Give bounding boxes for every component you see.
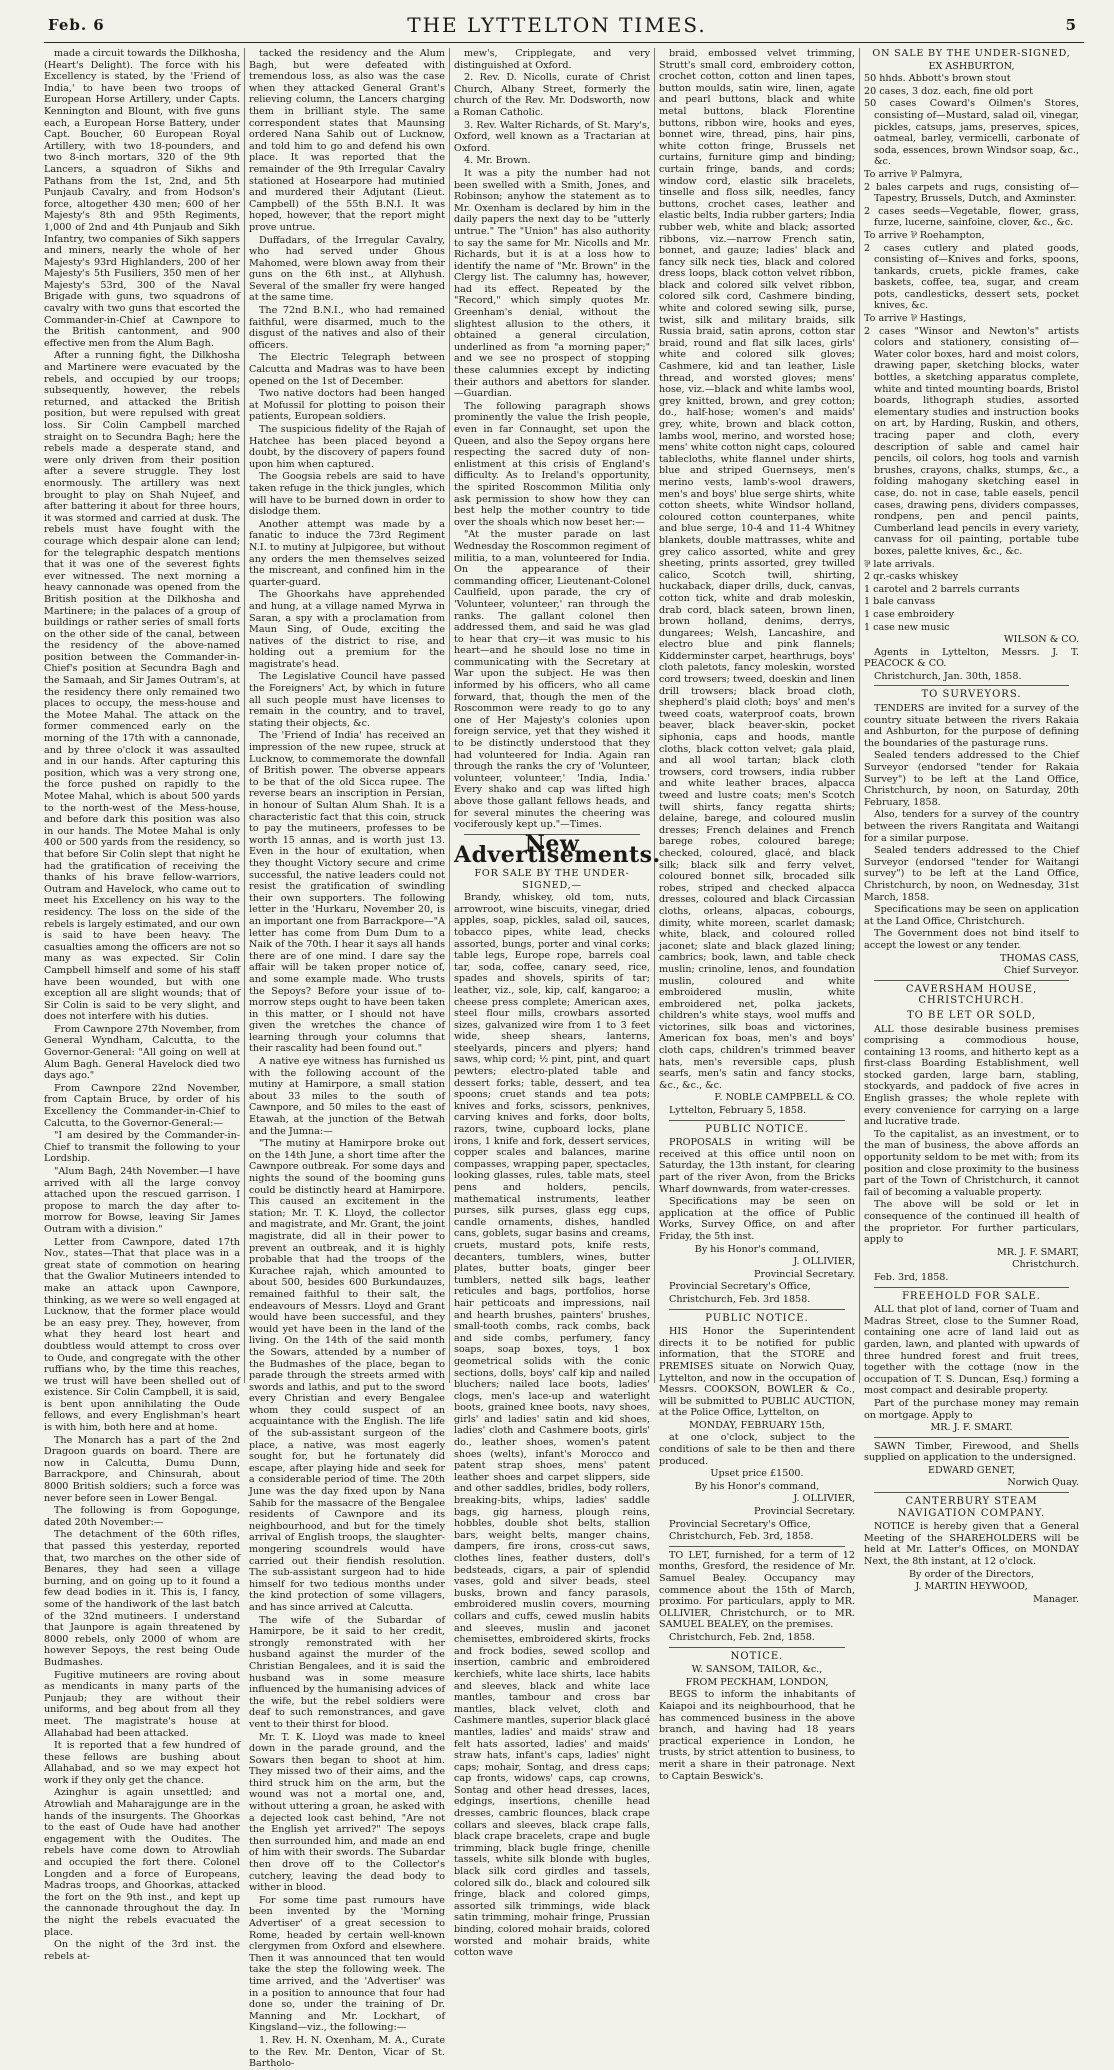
sale-item: 50 cases Coward's Oilmen's Stores, consisting of—Mustard, salad oil, vinegar, pickles, catsups, jams, preserves, spices, oatmeal, barley, vermicelli, carbonate of soda, essences, brown Windsor soap, &c., &c. [864, 98, 1079, 168]
public-notice-2-heading: PUBLIC NOTICE. [705, 1312, 809, 1324]
wilson-date: Christchurch, Jan. 30th, 1858. [874, 670, 1022, 682]
section-rule [669, 1647, 845, 1648]
freehold-heading: FREEHOLD FOR SALE. [902, 1290, 1041, 1302]
tailor-from: FROM PECKHAM, LONDON, [685, 1676, 829, 1688]
article-paragraph: Fugitive mutineers are roving about as mendicants in many parts of the Punjaub; they are without their uniforms, and beg about from all they meet. The magistrate's house at Allahabad had been attacked. [44, 1669, 240, 1739]
article-paragraph: The 72nd B.N.I., who had remained faithful, were disarmed, much to the disgust of the natives and also of their officers. [249, 305, 445, 351]
campbell-date: Lyttelton, February 5, 1858. [669, 1105, 807, 1117]
article-paragraph: A native eye witness has furnished us with the following account of the mutiny at Hamirpore, a small station about 33 miles to the south of Cawnpore, and 50 miles to the east of Etawah, at the junction of the Betwah and the Jumna:— [249, 1056, 445, 1137]
article-paragraph: Two native doctors had been hanged at Mofussil for plotting to poison their patients, European soldiers. [249, 388, 445, 423]
article-paragraph: The suspicious fidelity of the Rajah of Hatchee has been placed beyond a doubt, by the discovery of papers found upon him when captured. [249, 424, 445, 470]
caversham-place: Christchurch. [1012, 1259, 1079, 1271]
canterbury-body: NOTICE is hereby given that a General Meeting of the SHAREHOLDERS will be held at Mr. Latter's Offices, on MONDAY Next, the 8th instant, at 12 o'clock. [864, 1521, 1079, 1568]
public-notice-2-price: Upset price £1500. [710, 1468, 804, 1480]
article-paragraph: made a circuit towards the Dilkhosha, (Heart's Delight). The force with his Excellency is stated, by the 'Friend of India,' to have been two troops of European Horse Artillery, under Capts. Kennington and Blount, with five guns each, a European Horse Battery, under Capt. Boucher, 60 European Royal Artillery, with two 18-pounders, and two 8-inch mortars, 320 of the 9th Lancers, a squadron of Sikhs and Pathans from the 1st, 2nd, and 5th Punjaub Cavalry, and from Hodson's force, altogether 430 men; 600 of her Majesty's 8th and 95th Regiments, 1,000 of 2nd and 4th Punjaub and Sikh Infantry, two companies of Sikh sappers and miners, nearly the whole of her Majesty's 93rd Highlanders, 200 of her Majesty's 5th Fusiliers, 350 men of her Majesty's 53rd, 300 of the Naval Brigade with guns, two squadrons of cavalry with two guns that escorted the Commander-in-Chief at Cawnpore to the British cantonment, and 900 effective men from the Alum Bagh. [44, 48, 240, 349]
public-notice-2-body2: at one o'clock, subject to the conditions of sale to be then and there produced. [659, 1432, 855, 1467]
article-paragraph: On the night of the 3rd inst. the rebels at- [44, 1939, 240, 1962]
masthead-rule [44, 42, 1084, 43]
article-paragraph: The Ghoorkahs have apprehended and hung, at a village named Myrwa in Saran, a spy with a proclamation from Maun Sing, of Oude, exciting the natives of the district to rise, and holding out a premium for the magistrate's head. [249, 589, 445, 670]
column-divider [449, 48, 450, 1383]
public-notice-1-office: Provincial Secretary's Office, [669, 1281, 811, 1293]
issue-date: Feb. 6 [48, 16, 105, 34]
section-rule [669, 1120, 845, 1121]
caversham-body2: To the capitalist, as an investment, or to the man of business, the above affords an opportunity seldom to be met with; from its position and close proximity to the business part of the Town of Christchurch, it cannot fail of becoming a valuable property. [864, 1128, 1079, 1198]
article-paragraph: It is reported that a few hundred of these fellows are bushing about Allahabad, and so we may expect hot work if they only get the chance. [44, 1740, 240, 1786]
public-notice-1-body2: Specifications may be seen on application at the office of Public Works, Survey Office, on and after Friday, the 5th inst. [659, 1196, 855, 1242]
article-paragraph: 2. Rev. D. Nicolls, curate of Christ Church, Albany Street, formerly the church of the Rev. Mr. Dodsworth, now a Roman Catholic. [454, 72, 650, 118]
article-paragraph: Another attempt was made by a fanatic to induce the 73rd Regiment N.I. to mutiny at Julpigoree, but without any orders the men themselves seized the miscreant, and confined him in the quarter-guard. [249, 518, 445, 588]
sawn-name: EDWARD GENET, [927, 1464, 1016, 1476]
column-3 [454, 48, 661, 1959]
article-paragraph: Duffadars, of the Irregular Cavalry, who had served under Ghous Mahomed, were blown away from their guns on the 6th inst., at Allyhush. Several of the smaller fry were hanged at the same time. [249, 234, 445, 304]
public-notice-2-name: J. OLLIVIER, [793, 1493, 855, 1505]
sale-item: 2 qr.-casks whiskey [864, 571, 959, 583]
page-number: 5 [1065, 16, 1076, 34]
column-divider [859, 48, 860, 1383]
wilson-agents: Agents in Lyttelton, Messrs. J. T. PEACOCK & CO. [864, 646, 1079, 670]
article-paragraph: The wife of the Subardar of Hamirpore, be it said to her credit, strongly remonstrated with her husband against the murder of the Christian Bengalees, and it is said the husband was in some measure influenced by the humanising advices of the wife, but the rebel soldiers were deaf to such remonstrances, and gave vent to their thirst for blood. [249, 1614, 445, 1730]
public-notice-1-role: Provincial Secretary. [753, 1268, 855, 1280]
article-paragraph: After a running fight, the Dilkhosha and Martinere were evacuated by the rebels, and occupied by our troops; subsequently, however, the rebels returned, and attacked the British position, but were repulsed with great loss. Sir Colin Campbell marched straight on to Secundra Bagh; here the rebels made a desperate stand, and were only driven from their position after a severe struggle. They lost enormously. The artillery was next brought to play on Shah Nujeef, and after battering it about for three hours, it was stormed and carried at dusk. The rebels must have fought with the courage which despair alone can lend; for the telegraphic despatch mentions that it was one of the severest fights ever witnessed. The next morning a heavy cannonade was opened from the British position at the Dilkhosha and Martinere; in the palaces of a group of buildings or rather series of small forts on the other side of the canal, between the residency of the above-named position between the Commander-in-Chief's position at Secundra Bagh and the Samaah, and Sir James Outram's, at the residency there only remained two places to occupy, the mess-house and the Motee Mahal. The attack on the former commenced early on the morning of the 17th with a cannonade, and by three o'clock it was assaulted and in our hands. After capturing this position, which was a very strong one, the force pushed on rapidly to the Motee Mahal, which is about 500 yards to the north-west of the Mess-house, and before dark this position was also in our hands. The Motee Mahal is only 400 or 500 yards from the residency, so that before Sir Colin slept that night he had the gratification of receiving the thanks of his brave fellow-warriors, Outram and Havelock, who came out to meet his Excellency on his way to the residency. The loss on the side of the rebels is largely estimated, and our own is said to have been heavy. The casualties among the officers are not so many as was expected. Sir Colin Campbell himself and some of his staff have been wounded, but with one exception all are slight wounds; that of Sir Colin is said to be very slight, and does not interfere with his duties. [44, 350, 240, 1023]
caversham-heading: CAVERSHAM HOUSE, CHRISTCHURCH. [905, 983, 1038, 1007]
caversham-body: ALL those desirable business premises comprising a commodious house, containing 13 rooms, and hitherto kept as a first-class Boarding Establishment, well stocked garden, large barn, stabling, stockyards, and paddock of five acres in English grasses; the whole replete with every convenience for carrying on a large and lucrative trade. [864, 1023, 1079, 1128]
sale-item: 1 case embroidery [864, 608, 955, 620]
on-sale-items [864, 73, 1079, 633]
ad-paragraph: braid, embossed velvet trimming, Strutt's small cord, embroidery cotton, crochet cotton, cotton and linen tapes, button moulds, satin wire, linen, agate and pearl buttons, black and white metal buttons, black Florentine buttons, ribbon wire, hooks and eyes, bonnet wire, thread, pins, hair pins, white cotton fringe, Brussels net curtains, furniture gimp and binding; curtain fringe, bands, and cords; window cord, elastic silk bracelets, tinselle and floss silk, needles, fancy buttons, crochet cases, leather and elastic belts, India rubber garters; India rubber web, white and black; assorted ribbons, viz.—narrow French satin, bonnet, and gauze; ladies' black and fancy silk neck ties, black and colored dress loops, black cotton velvet ribbon, black and colored silk velvet ribbon, colored silk cord, Cashmere binding, white and colored sewing silk, purse, twist, silk and military braids, silk Russia braid, satin aprons, cotton star braid, round and flat silk laces, girls' white and colored silk gloves; Cashmere, kid and tan leather, Lisle thread, and worsted gloves; mens' hose, viz.—black and white lambs wool, grey knitted, brown, and grey cotton; do., half-hose; women's and maids' grey, white, brown and black cotton, lambs wool, merino, and worsted hose; mens' white cotton night caps, coloured tablecloths, white flannel under shirts, blue and striped Guernseys, men's merino vests, lamb's-wool drawers, men's and boys' blue serge shirts, white cotton sheets, white Windsor holland, coloured cotton counterpanes, white and blue serge, 10-4 and 11-4 Whitney blankets, double mattrasses, white and grey calico assorted, white and grey sheeting, prints assorted, grey twilled calico, Scotch twill, shirting, huckaback, diaper drills, duck, canvas, cotton tick, white and drab moleskin, drab cord, black sateen, brown linen, brown holland, denims, derrys, dungarees; Welsh, Lancashire, and electro blue and pink flannels; Kidderminster carpet, hearthrugs, boys' cloth paletots, fancy moleskin, worsted cord trowsers; tweed, doeskin and linen drill trowsers; black broad cloth, shepherd's plaid cloth; boys' and men's tweed coats, waterproof coats, brown beaver, black beaver-skin, pocket siphonia, caps and hoods, mantle cloths, black cotton velvet; gala plaid, and all wool tartan; black cloth trowsers, cord trowsers, india rubber and white leather braces, alpacca tweed and lustre coats; men's Scotch twill shirts, fancy regatta shirts; delaine, barege, and coloured muslin dresses; French delaines and French barege robes, coloured barege; checked, coloured, glacé, and black silk; black silk and ferry velvet, coloured bonnet silk, brocaded silk robes, striped and checked alpacca dresses, coloured and black Circassian cloths, orleans, alpacas, cobourgs, dimity, white moreen, scarlet damask; white, black, and coloured rolled jaconet; slate and black glazed lining; cambrics; book, lawn, and table check muslin; crinoline, lenos, and foundation muslin, coloured and white embroidered muslin, white embroidered net, polka jackets, children's white stays, wool muffs and victorines, silk boas and victorines, American fox boas, men's and boys' cloth caps, children's trimmed beaver hats, men's reversible caps, plush searfs, men's satin and fancy stocks, &c., &c., &c. [659, 48, 855, 1091]
surveyors-role: Chief Surveyor. [1003, 965, 1079, 977]
surveyors-body6: The Government does not bind itself to accept the lowest or any tender. [864, 928, 1079, 951]
article-paragraph: 3. Rev. Walter Richards, of St. Mary's, Oxford, well known as a Tractarian at Oxford. [454, 119, 650, 154]
article-paragraph: The Electric Telegraph between Calcutta and Madras was to have been opened on the 1st of December. [249, 352, 445, 387]
article-paragraph: Letter from Cawnpore, dated 17th Nov., states—That that place was in a great state of commotion on hearing that the Gwalior Mutineers intended to make an attack upon Cawnpore, thinking, as we were so well engaged at Lucknow, that the former place would be an easy prey. They, however, from what they heard lost heart and doubtless would attempt to cross over to Oude, and congregate with the other ruffians who, by the time this reaches, we trust will have been shelled out of existence. Sir Colin Campbell, it is said, is bent upon annihilating the Oude fellows, and every Englishman's heart is with him, both here and at home. [44, 1236, 240, 1434]
sale-item: 50 hhds. Abbott's brown stout [864, 73, 1011, 85]
column-divider [654, 48, 655, 1383]
article-paragraph: Mr. T. K. Lloyd was made to kneel down in the parade ground, and the Sowars then began to shoot at him. They missed two of their aims, and the third struck him on the arm, but the wound was not a mortal one, and, without uttering a groan, he asked with a dejected look cast behind, "Are not the English yet arrived?" The sepoys then surrounded him, and made an end of him with their swords. The Subardar then drove off to the Collector's cutchery, leaving the dead body to wither in blood. [249, 1731, 445, 1894]
article-paragraph: For some time past rumours have been invented by the 'Morning Advertiser' of a great secession to Rome, headed by certain well-known clergymen from Oxford and elsewhere. Then it was announced that ten would take the step the following week. The time arrived, and the 'Advertiser' was in a position to announce that four had done so, under the training of Dr. Manning and Mr. Lockhart, of Kingsland—viz., the following:— [249, 1894, 445, 2034]
sale-item: 2 cases cutlery and plated goods, consisting of—Knives and forks, spoons, tankards, cruets, pickle frames, cake baskets, coffee, tea, sugar, and cream pots, candlesticks, dessert sets, pocket knives, &c. [864, 242, 1079, 312]
canterbury-command: By order of the Directors, [908, 1568, 1035, 1580]
canterbury-heading: CANTERBURY STEAM NAVIGATION COMPANY. [897, 1496, 1046, 1519]
on-sale-title: ON SALE BY THE UNDER-SIGNED, [872, 48, 1071, 59]
section-rule [874, 1492, 1069, 1493]
column-divider [244, 48, 245, 1383]
sawn-body: SAWN Timber, Firewood, and Shells supplied on application to the undersigned. [864, 1440, 1079, 1464]
article-paragraph: From Cawnpore 27th November, from General Wyndham, Calcutta, to the Governor-General: "All going on well at Alum Bagh. General Havelock died two days ago." [44, 1023, 240, 1082]
article-paragraph: "I am desired by the Commander-in-Chief to transmit the following to your Lordship. [44, 1130, 240, 1165]
tailor-name: W. SANSOM, TAILOR, &c., [691, 1664, 823, 1676]
sale-item: ⅌ late arrivals. [864, 558, 935, 570]
article-paragraph: mew's, Cripplegate, and very distinguished at Oxford. [454, 48, 650, 71]
column-1 [44, 48, 240, 1962]
public-notice-1-command: By his Honor's command, [694, 1243, 820, 1255]
columns [44, 48, 1084, 2070]
wilson-signature: WILSON & CO. [1003, 634, 1079, 646]
caversham-date: Feb. 3rd, 1858. [874, 1271, 949, 1283]
section-rule [669, 1546, 845, 1547]
freehold-name: MR. J. F. SMART. [930, 1422, 1013, 1434]
public-notice-2-office: Provincial Secretary's Office, [669, 1518, 811, 1530]
campbell-signature: F. NOBLE CAMPBELL & CO. [714, 1092, 855, 1104]
public-notice-2-command: By his Honor's command, [694, 1480, 820, 1492]
surveyors-body2: Sealed tenders addressed to the Chief Surveyor (endorsed "tender for Rakaia Survey") to be left at the Land Office, Christchurch, by noon, on Saturday, 20th February, 1858. [864, 750, 1079, 808]
article-paragraph: "The mutiny at Hamirpore broke out on the 14th June, a short time after the Cawnpore outbreak. For some days and nights the sound of the booming guns could be distinctly heard at Hamirpore. This caused an excitement in the station; Mr. T. K. Lloyd, the collector and magistrate, and Mr. Grant, the joint magistrate, did all in their power to prevent an outbreak, and it is highly probable that had the troops of the Kurachee rajah, which amounted to about 500, besides 600 Burkundauzes, remained faithful to their salt, the endeavours of Messrs. Lloyd and Grant would have been successful, and they would yet have been in the land of the living. On the 14th of the said month the Sowars, attended by a number of the Budmashes of the place, began to parade through the streets armed with swords and lathis, and put to the sword every Christian and every Bengalee whom they could suspect of an acquaintance with the English. The life of the sub-assistant surgeon of the place, a native, was most eagerly sought for, but he fortunately did escape, after playing hide and seek for a considerable period of time. The 20th June was the day fixed upon by Nana Sahib for the massacre of the Bengalee residents of Cawnpore and its neighbourhood, and but for the timely arrival of English troops, the slaughter-mongering scoundrels would have carried out their fiendish resolution. The sub-assistant surgeon had to hide himself for two tedious months under the kind protection of some villagers, and has since arrived at Calcutta. [249, 1138, 445, 1613]
column-4 [659, 48, 855, 1782]
notice-heading: NOTICE. [730, 1650, 784, 1662]
caversham-sub: TO BE LET OR SOLD, [906, 1009, 1037, 1021]
public-notice-1-name: J. OLLIVIER, [793, 1256, 855, 1268]
article-paragraph: tacked the residency and the Alum Bagh, but were defeated with tremendous loss, as also was the case when they attacked General Grant's relieving column, the Lancers charging them in brilliant style. The same correspondent states that Maunsing ordered Nana Sahib out of Lucknow, and told him to go and defend his own place. It was reported that the remainder of the 9th Irregular Cavalry stationed at Hosearpore had mutinied and murdered their Adjutant (Lieut. Campbell) of the 55th B.N.I. It was hoped, however, that the report might prove untrue. [249, 48, 445, 233]
public-notice-2-day: MONDAY, FEBRUARY 15th, [689, 1419, 825, 1431]
sale-item: 1 case new music [864, 621, 950, 633]
tailor-body: BEGS to inform the inhabitants of Kaiapoi and its neighbourhood, that he has commenced business in the above branch, and having had 18 years practical experience in London, he trusts, by strict attention to business, to merit a share in their patronage. Next to Captain Beswick's. [659, 1689, 855, 1782]
section-rule [874, 1287, 1069, 1288]
column-5 [864, 48, 1079, 1605]
for-sale-ad [454, 868, 650, 1959]
on-sale-ex: EX ASHBURTON, [928, 60, 1015, 72]
sale-item: To arrive ⅌ Palmyra, [864, 168, 963, 180]
caversham-body3: The above will be sold or let in consequence of the continued ill health of the proprietor. For further particulars, apply to [864, 1199, 1079, 1246]
article-paragraph: The Monarch has a part of the 2nd Dragoon guards on board. There are now in Calcutta, Dumu Dunn, Barrackpore, and Chinsurah, about 8000 British soldiers; such a force was never before seen in Lower Bengal. [44, 1434, 240, 1504]
public-notice-2-body: HIS Honor the Superintendent directs it to be notified for public information, that the STORE and PREMISES situate on Norwich Quay, Lyttelton, and now in the occupation of Messrs. COOKSON, BOWLER & Co., will be submitted to PUBLIC AUCTION, at the Police Office, Lyttelton, on [659, 1326, 855, 1419]
sale-item: 1 carotel and 2 barrels currants [864, 583, 1020, 595]
sale-item: 2 cases "Winsor and Newton's" artists colors and stationery, consisting of—Water color boxes, hard and moist colors, drawing paper, sketching blocks, water bottles, a sketching apparatus complete, white and tinted mounting boards, Bristol boards, lithograph studies, assorted elementary studies and instruction books on art, by Harding, Ruskin, and others, tracing paper and cloth, every description of sable and camel hair pencils, oil colors, hog tools and varnish brushes, crayons, chalks, stumps, &c., a folding mahogany sketching easel in case, do. not in case, table easels, pencil cases, drawing pens, dividers compasses, rondpens, pen and pencil paints, Cumberland lead pencils in every variety, canvass for oil painting, portable tube boxes, palette knives, &c., &c. [864, 325, 1079, 557]
sale-item: To arrive ⅌ Hastings, [864, 313, 967, 325]
column-2 [249, 48, 445, 2070]
freehold-body: ALL that plot of land, corner of Tuam and Madras Street, close to the Sumner Road, containing one acre of land laid out as garden, lawn, and planted with upwards of three hundred forest and fruit trees, together with the cottage (now in the occupation of T. S. Duncan, Esq.) forming a most compact and desirable property. [864, 1304, 1079, 1397]
canterbury-role: Manager. [1033, 1593, 1079, 1605]
sale-item: 2 cases seeds—Vegetable, flower, grass, furze, lucerne, sainfoine, clover, &c., &c. [864, 205, 1079, 229]
surveyors-heading: TO SURVEYORS. [921, 689, 1022, 701]
public-notice-1-heading: PUBLIC NOTICE. [705, 1123, 809, 1135]
section-rule [874, 1437, 1069, 1438]
surveyors-body5: Specifications may be seen on application at the Land Office, Christchurch. [864, 904, 1079, 927]
sale-item: 2 bales carpets and rugs, consisting of—Tapestry, Brussels, Dutch, and Axminster. [864, 181, 1079, 205]
article-paragraph: "Alum Bagh, 24th November.—I have arrived with all the large convoy attached upon the rescued garrison. I propose to march the day after to-morrow for Bowse, leaving Sir James Outram with a division." [44, 1166, 240, 1235]
to-let-body: TO LET, furnished, for a term of 12 months, Gresford, the residence of Mr. Samuel Bealey. Occupancy may commence about the 15th of March, proximo. For particulars, apply to MR. OLLIVIER, Christchurch, or to MR. SAMUEL BEALEY, on the premises. [659, 1549, 855, 1631]
article-paragraph: It was a pity the number had not been swelled with a Smith, Jones, and Robinson; anyhow the statement as to Mr. Oxenham is declared by him in the daily papers the next day to be "utterly untrue." The "Union" has also authority to say the same for Mr. Nicolls and Mr. Richards, but it is at a loss how to identify the name of "Mr. Brown" in the Clergy list. The calumny has, however, had its effect. Repeated by the "Record," which simply quotes Mr. Greenham's denial, without the slightest allusion to the others, it obtained a general circulation, underlined as from "a morning paper;" and we see no prospect of stopping these calumnies except by indicting their authors and abettors for slander.—Guardian. [454, 167, 650, 400]
to-let-date: Christchurch, Feb. 2nd, 1858. [669, 1631, 815, 1643]
for-sale-title: FOR SALE BY THE UNDER-SIGNED,— [474, 867, 630, 891]
surveyors-body: TENDERS are invited for a survey of the country situate between the rivers Rakaia and Ashburton, for the purpose of defining the boundaries of the pasturage runs. [864, 703, 1079, 749]
surveyors-name: THOMAS CASS, [1000, 952, 1079, 964]
article-paragraph: The 'Friend of India' has received an impression of the new rupee, struck at Lucknow, to commemorate the downfall of British power. The obverse appears to be that of the old Sicca rupee. The reverse bears an inscription in Persian, in honour of Sultan Alum Shah. It is a characteristic fact that this coin, struck to pay the mutineers, professes to be worth 15 annas, and is worth just 13. Even in the hour of exultation, when they thought Victory secure and crime successful, the native leaders could not resist the gratification of swindling their own supporters. The following letter in the 'Hurkaru, November 20, is an important one from Barrackpore—"A letter has come from Dum Dum to a Naik of the 70th. I hear it says all hands there are of one mind. I dare say the affair will be taken proper notice of, and some example made. Who trusts the Sepoys? Before your issue of to-morrow steps ought to have been taken in this matter, or I should not have given the wretches the chance of learning through your columns that their rascality had been found out." [249, 730, 445, 1055]
caversham-name: MR. J. F. SMART, [996, 1246, 1079, 1258]
section-rule [874, 685, 1069, 686]
column-3-articles [454, 48, 650, 831]
article-paragraph: The detachment of the 60th rifles, that passed this yesterday, reported that, two marches on the other side of Benares, they had seen a village burning, and on going up to it found a few dead bodies in it. This is, I fancy, some of the handiwork of the last batch of the 32nd mutineers. I understand that Jaunpore is again threatened by 8000 rebels, only 2000 of whom are however Sepoys, the rest being Oude Budmashes. [44, 1529, 240, 1668]
article-paragraph: 4. Mr. Brown. [464, 155, 531, 167]
sale-item: 1 bale canvass [864, 596, 936, 608]
for-sale-body: Brandy, whiskey, old tom, nuts, arrowroot, wine biscuits, vinegar, dried apples, soap, pickles, salad oil, sauces, tobacco pipes, white lead, checks assorted, bungs, porter and vinal corks; table legs, Europe rope, barrels coal tar, soda, coffee, canary seed, rice, spades and shovels, spirits of tar; leather, viz., sole, kip, calf, kangaroo; a cheese press complete; American axes, steel flour mills, crowbars assorted sizes, galvanized wire from 1 to 3 feet wide, sheep shears, lanterns, steelyards, pincers and plyers; hand saws, whip cord; ½ pint, pint, and quart pewters; electro-plated table and dessert forks; table, dessert, and tea spoons; cruet stands and tea pots; knives and forks, scissors, penknives, carving knives and forks, door bolts, razors, twine, cupboard locks, plane irons, 1 knife and fork, dessert services, copper scales and balances, marine compasses, wrapping paper, spectacles, looking glasses, rules, table mats, steel pens and holders, pencils, mathematical instruments, leather purses, silk purses, glass egg cups, candle ornaments, dishes, handled cans, goblets, sugar basins and creams, cruets, mustard pots, knife rests, decanters, tumblers, wines, butter plates, butter boats, ginger beer tumblers, netted silk bags, leather reticules and bags, portfolios, horse hair petticoats and impressions, nail and hearth brushes, painters' brushes, small-tooth combs, rack combs, back and side combs, perfumery, fancy soaps, soap boxes, toys, 1 box geometrical solids with the conic sections, dolls, boys' calf kip and nailed bluchers; nailed lace boots, ladies' clogs, men's lace-up and waterlight boots, grained knee boots, navy shoes, girls' and ladies' satin and kid shoes, ladies' cloth and Cashmere boots, girls' do., leather shoes, women's patent shoes (welts), infant's Morocco and patent strap shoes, mens' patent leather shoes and carpet slippers, side and other saddles, bridles, body rollers, breaking-bits, whips, ladies' saddle bags, gig harness, plough reins, hobbles, double shot belts, stallion bars, weight belts, manger chains, dampers, fire irons, cross-cut saws, clothes lines, feather dusters, doll's bedsteads, cigars, a pair of splendid vases, gold and silver beads, steel busks, brown and fancy parasols, embroidered muslin covers, mourning collars and cuffs, cewed muslin habits and sleeves, muslin and jaconet chemisettes, embroidered skirts, frocks and frock bodies, sewed scollop and insertion, cambric and embroidered kerchiefs, white lace shirts, lace habits and sleeves, black and white lace mantles, tambour and cross bar mantles, black velvet, cloth and Cashmere mantles, superior black glacé mantles, ladies' and maids' straw and felt hats assorted, ladies' and maids' straw hats, infant's caps, ladies' night caps; mohair, Sontag, and dress caps; cap fronts, widows' caps, cap crowns, Sontag and other head dresses, laces, edgings, insertions, chenille head dresses, cambric flounces, black crape collars and sleeves, black crape falls, black crape bracelets, crape and bugle trimming, black bugle fringe, chenille tassels, white silk blonde with bugles, black silk cord girdles and tassels, colored silk do., black and coloured silk fringe, black and colored gimps, assorted silk trimmings, wide black satin trimming, mohair fringe, Prussian binding, colored mohair braids, colored worsted and mohair braids, white cotton wave [454, 892, 651, 1959]
section-rule [874, 980, 1069, 981]
freehold-body2: Part of the purchase money may remain on mortgage. Apply to [864, 1397, 1079, 1421]
article-paragraph: The following is from Gopogunge, dated 20th November:— [44, 1505, 240, 1528]
section-rule [669, 1309, 845, 1310]
public-notice-1-date: Christchurch, Feb. 3rd 1858. [669, 1293, 811, 1305]
newspaper-title: THE LYTTELTON TIMES. [407, 13, 707, 37]
public-notice-2-role: Provincial Secretary. [753, 1506, 855, 1518]
column-4-ad-continued [659, 48, 855, 1091]
article-paragraph: Azinghur is again unsettled; and Atrowliah and Maharajgunge are in the hands of the insurgents. The Ghoorkas to the east of Oude have had another engagement with the Oudites. The rebels have come down to Atrowliah and occupied the fort there. Colonel Longden and a force of Europeans, Madras troops, and Ghoorkas, attacked the fort on the 9th inst., and kept up the cannonade throughout the day. In the night the rebels evacuated the place. [44, 1787, 240, 1938]
surveyors-body3: Also, tenders for a survey of the country between the rivers Rangitata and Waitangi for a similar purpose. [864, 809, 1079, 844]
canterbury-name: J. MARTIN HEYWOOD, [915, 1581, 1028, 1593]
sale-item: 20 cases, 3 doz. each, fine old port [864, 85, 1033, 97]
article-paragraph: 1. Rev. H. N. Oxenham, M. A., Curate to the Rev. Mr. Denton, Vicar of St. Bartholo- [249, 2034, 445, 2070]
new-advertisements-heading: New Advertisements. [454, 830, 661, 869]
article-paragraph: From Cawnpore 22nd November, from Captain Bruce, by order of his Excellency the Commander-in-Chief to Calcutta, to the Governor-General:— [44, 1082, 240, 1129]
surveyors-body4: Sealed tenders addressed to the Chief Surveyor (endorsed "tender for Waitangi survey") to be left at the Land Office, Christchurch, by noon, on Wednesday, 31st March, 1858. [864, 845, 1079, 903]
article-paragraph: "At the muster parade on last Wednesday the Roscommon regiment of militia, to a man, volunteered for India. On the appearance of their commanding officer, Lieutenant-Colonel Caulfield, upon parade, the cry of 'Volunteer, volunteer,' ran through the ranks. The gallant colonel then addressed them, and said he was glad to hear that cry—it was music to his heart—and he should lose no time in communicating with the Secretary at War upon the subject. He was then informed by his officers, who all came forward, that, though the men of the Roscommon were ready to go to any one of Her Majesty's colonies upon foreign service, yet that they wished it to be distinctly understood that they had volunteered for India. Again ran through the ranks the cry of 'Volunteer, volunteer, volunteer,' 'India, India.' Every shako and cap was lifted high above those gallant fellows heads, and for several minutes the cheering was vociferously kept up."—Times. [454, 529, 650, 831]
article-paragraph: The following paragraph shows prominently the value the Irish people, even in far Connaught, set upon the Queen, and also the Sepoy organs here respecting the sacred duty of non-enlistment at this crisis of England's difficulty. As to Ireland's opportunity, the spirited Roscommon Militia only ask permission to show how they can best help the mother country to tide over the shoals which now beset her:— [454, 400, 650, 528]
public-notice-1-body: PROPOSALS in writing will be received at this office until noon on Saturday, the 13th instant, for clearing part of the river Avon, from the Bricks Wharf downwards, from water-cresses. [659, 1137, 855, 1195]
article-paragraph: The Legislative Council have passed the Foreigners' Act, by which in future all such people must have licenses to remain in the country, and to travel, stating their objects, &c. [249, 671, 445, 729]
public-notice-2-date: Christchurch, Feb. 3rd, 1858. [669, 1531, 814, 1543]
sale-item: To arrive ⅌ Roehampton, [864, 229, 985, 241]
sawn-place: Norwich Quay. [1007, 1477, 1079, 1489]
masthead [0, 0, 1114, 40]
article-paragraph: The Googsia rebels are said to have taken refuge in the thick jungles, which will have to be burned down in order to dislodge them. [249, 471, 445, 518]
